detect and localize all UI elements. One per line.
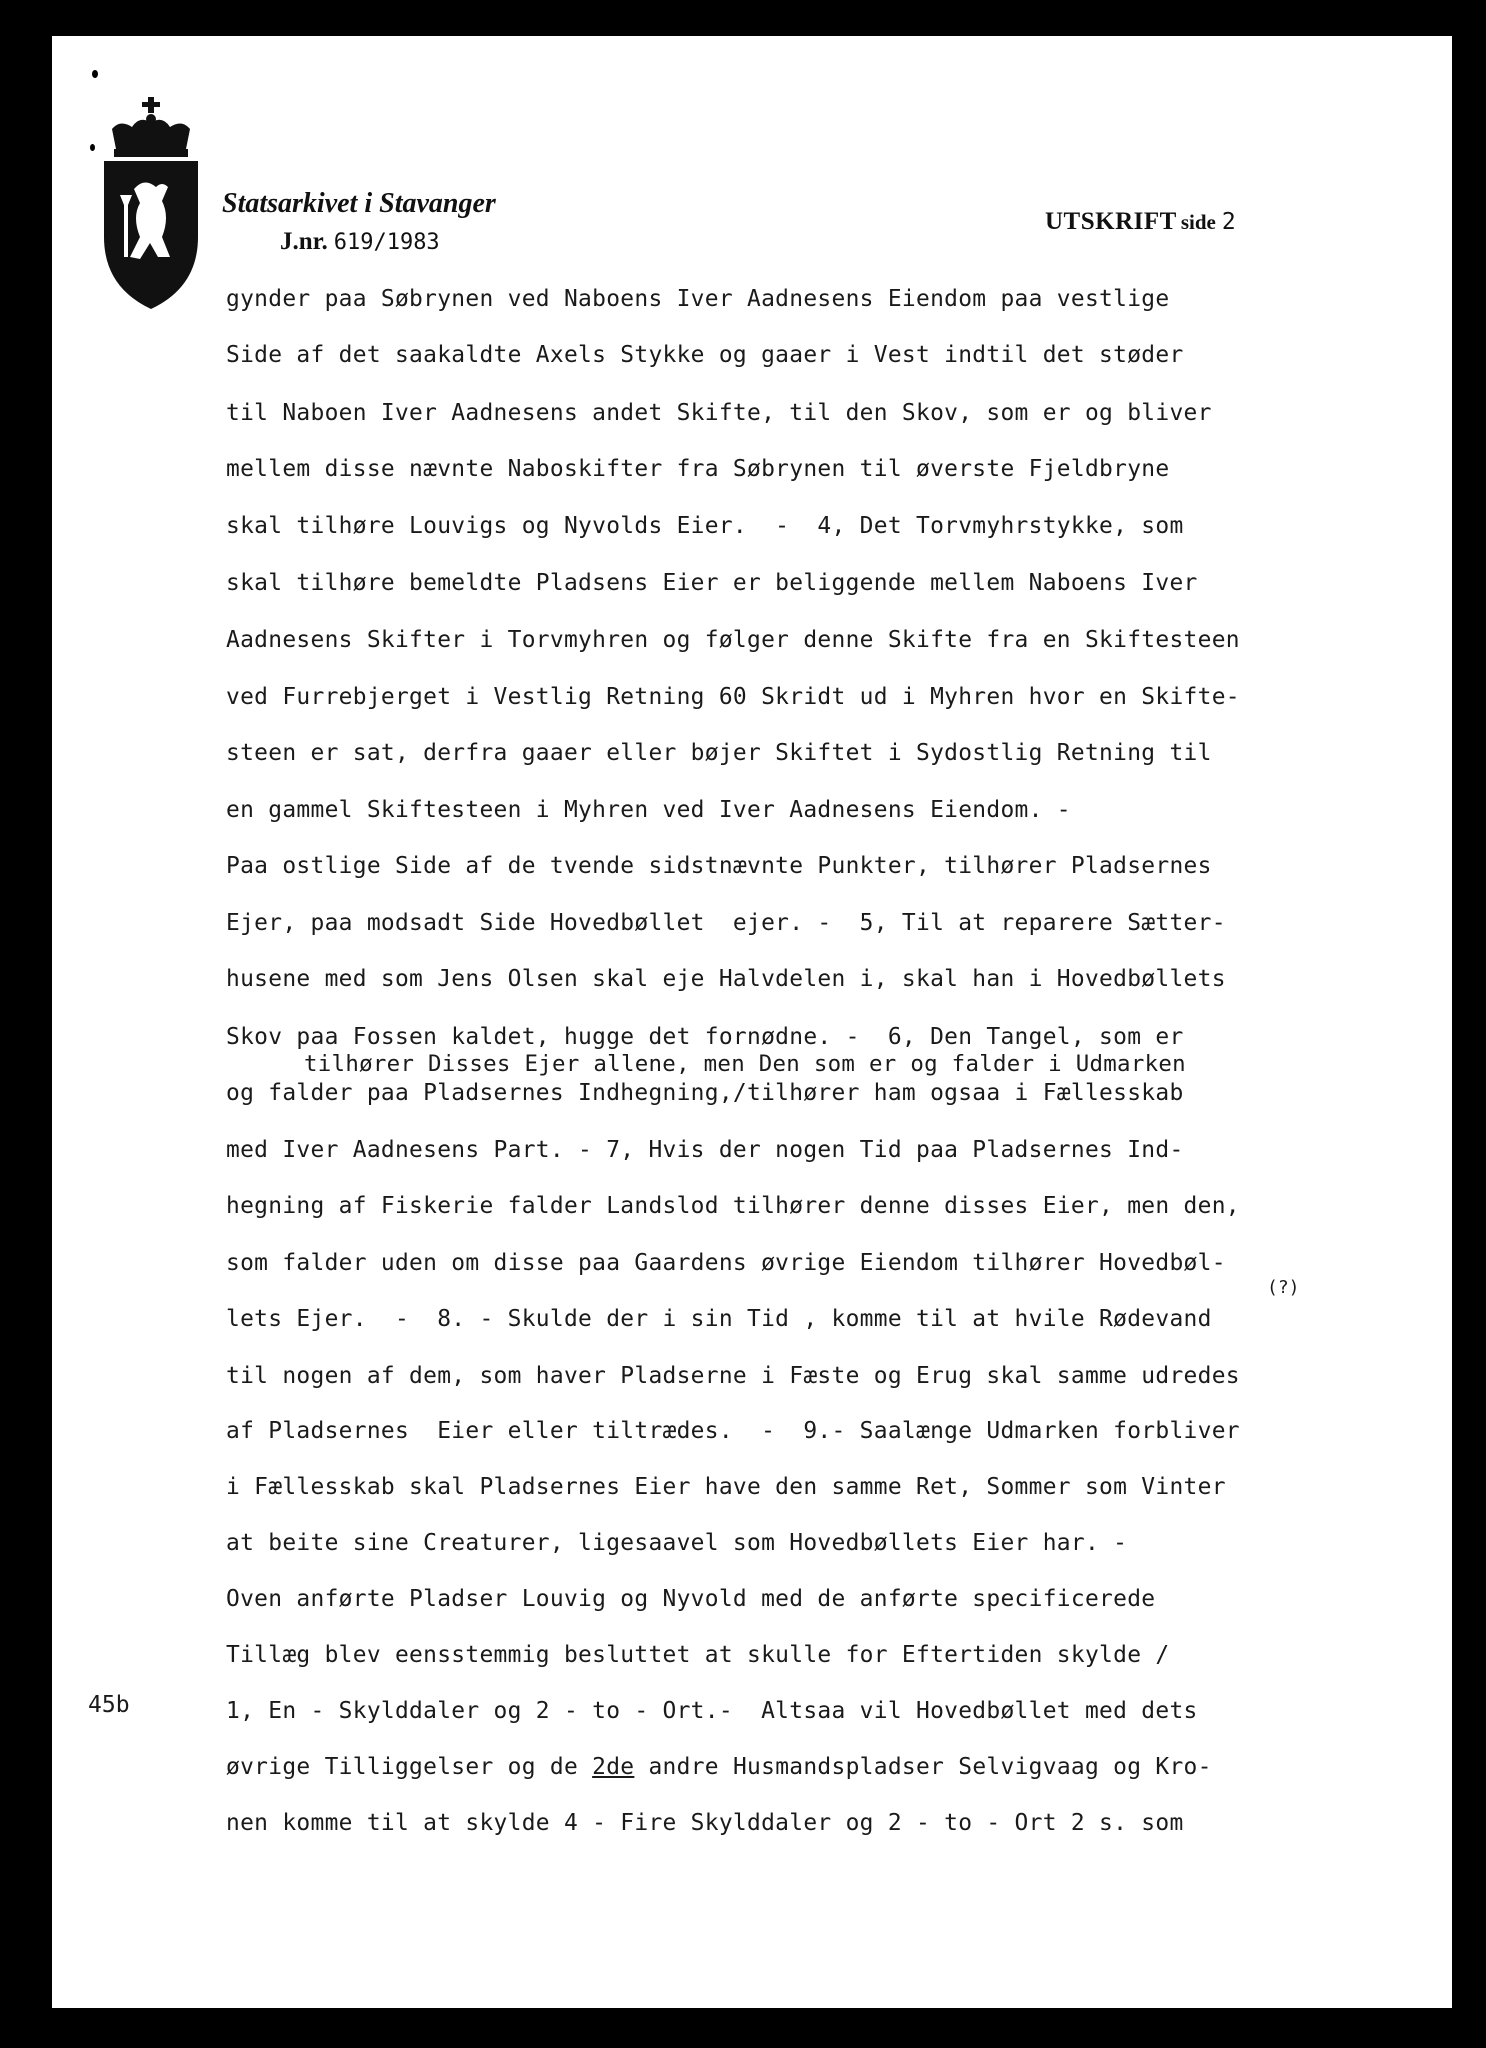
journal-number bbox=[280, 228, 440, 256]
text-line: Tillæg blev eensstemmig besluttet at skulle for Eftertiden skylde / bbox=[226, 1642, 1170, 1668]
text-line: lets Ejer. - 8. - Skulde der i sin Tid , komme til at hvile Rødevand bbox=[226, 1306, 1212, 1332]
archive-name: Statsarkivet i Stavanger bbox=[222, 188, 496, 219]
text-line: ved Furrebjerget i Vestlig Retning 60 Skridt ud i Myhren hvor en Skifte- bbox=[226, 684, 1240, 710]
text-line: Oven anførte Pladser Louvig og Nyvold med de anførte specificerede bbox=[226, 1586, 1156, 1612]
scan-speck bbox=[92, 70, 98, 78]
text-line: husene med som Jens Olsen skal eje Halvdelen i, skal han i Hovedbøllets bbox=[226, 966, 1226, 992]
text-line-interlinear: tilhører Disses Ejer allene, men Den som er og falder i Udmarken bbox=[304, 1051, 1186, 1077]
text-segment: øvrige Tilliggelser og de bbox=[226, 1754, 593, 1780]
text-line: skal tilhøre Louvigs og Nyvolds Eier. - 4, Det Torvmyhrstykke, som bbox=[226, 513, 1184, 539]
text-line: hegning af Fiskerie falder Landslod tilhører denne disses Eier, men den, bbox=[226, 1193, 1240, 1219]
page-number: 2 bbox=[1221, 209, 1236, 235]
text-line: steen er sat, derfra gaaer eller bøjer Skiftet i Sydostlig Retning til bbox=[226, 740, 1212, 766]
text-line bbox=[226, 1754, 1212, 1780]
text-line: mellem disse nævnte Naboskifter fra Søbrynen til øverste Fjeldbryne bbox=[226, 456, 1170, 482]
text-line: 1, En - Skylddaler og 2 - to - Ort.- Altsaa vil Hovedbøllet med dets bbox=[226, 1698, 1198, 1724]
margin-note: 45b bbox=[88, 1692, 130, 1718]
text-line: en gammel Skiftesteen i Myhren ved Iver Aadnesens Eiendom. - bbox=[226, 797, 1071, 823]
side-label: side bbox=[1180, 210, 1216, 234]
text-segment: andre Husmandspladser Selvigvaag og Kro- bbox=[634, 1754, 1212, 1780]
text-line: Side af det saakaldte Axels Stykke og gaaer i Vest indtil det støder bbox=[226, 342, 1184, 368]
text-line: med Iver Aadnesens Part. - 7, Hvis der nogen Tid paa Pladsernes Ind- bbox=[226, 1137, 1184, 1163]
text-line: gynder paa Søbrynen ved Naboens Iver Aadnesens Eiendom paa vestlige bbox=[226, 286, 1170, 312]
text-line: til Naboen Iver Aadnesens andet Skifte, til den Skov, som er og bliver bbox=[226, 400, 1212, 426]
text-line: til nogen af dem, som haver Pladserne i Fæste og Erug skal samme udredes bbox=[226, 1363, 1240, 1389]
scan-speck bbox=[90, 144, 95, 151]
journal-number-value: 619/1983 bbox=[333, 230, 440, 255]
text-line: og falder paa Pladsernes Indhegning,/tilhører ham ogsaa i Fællesskab bbox=[226, 1080, 1184, 1106]
query-mark: (?) bbox=[1267, 1277, 1300, 1298]
text-line: at beite sine Creaturer, ligesaavel som Hovedbøllets Eier har. - bbox=[226, 1530, 1128, 1556]
utskrift-label: UTSKRIFT bbox=[1045, 208, 1177, 235]
text-line: skal tilhøre bemeldte Pladsens Eier er beliggende mellem Naboens Iver bbox=[226, 570, 1198, 596]
text-line: nen komme til at skylde 4 - Fire Skylddaler og 2 - to - Ort 2 s. som bbox=[226, 1810, 1184, 1836]
text-line: Skov paa Fossen kaldet, hugge det fornødne. - 6, Den Tangel, som er bbox=[226, 1024, 1184, 1050]
journal-number-label: J.nr. bbox=[280, 228, 328, 255]
text-line: Ejer, paa modsadt Side Hovedbøllet ejer. - 5, Til at reparere Sætter- bbox=[226, 910, 1226, 936]
text-line: Paa ostlige Side af de tvende sidstnævnte Punkter, tilhører Pladsernes bbox=[226, 853, 1212, 879]
text-line: Aadnesens Skifter i Torvmyhren og følger denne Skifte fra en Skiftesteen bbox=[226, 627, 1240, 653]
page-header bbox=[1045, 208, 1236, 236]
text-line: af Pladsernes Eier eller tiltrædes. - 9.- Saalænge Udmarken forbliver bbox=[226, 1418, 1240, 1444]
text-line: som falder uden om disse paa Gaardens øvrige Eiendom tilhører Hovedbøl- bbox=[226, 1250, 1226, 1276]
coat-of-arms-icon bbox=[100, 97, 202, 317]
underlined-text: 2de bbox=[592, 1754, 635, 1780]
text-line: i Fællesskab skal Pladsernes Eier have den samme Ret, Sommer som Vinter bbox=[226, 1474, 1226, 1500]
